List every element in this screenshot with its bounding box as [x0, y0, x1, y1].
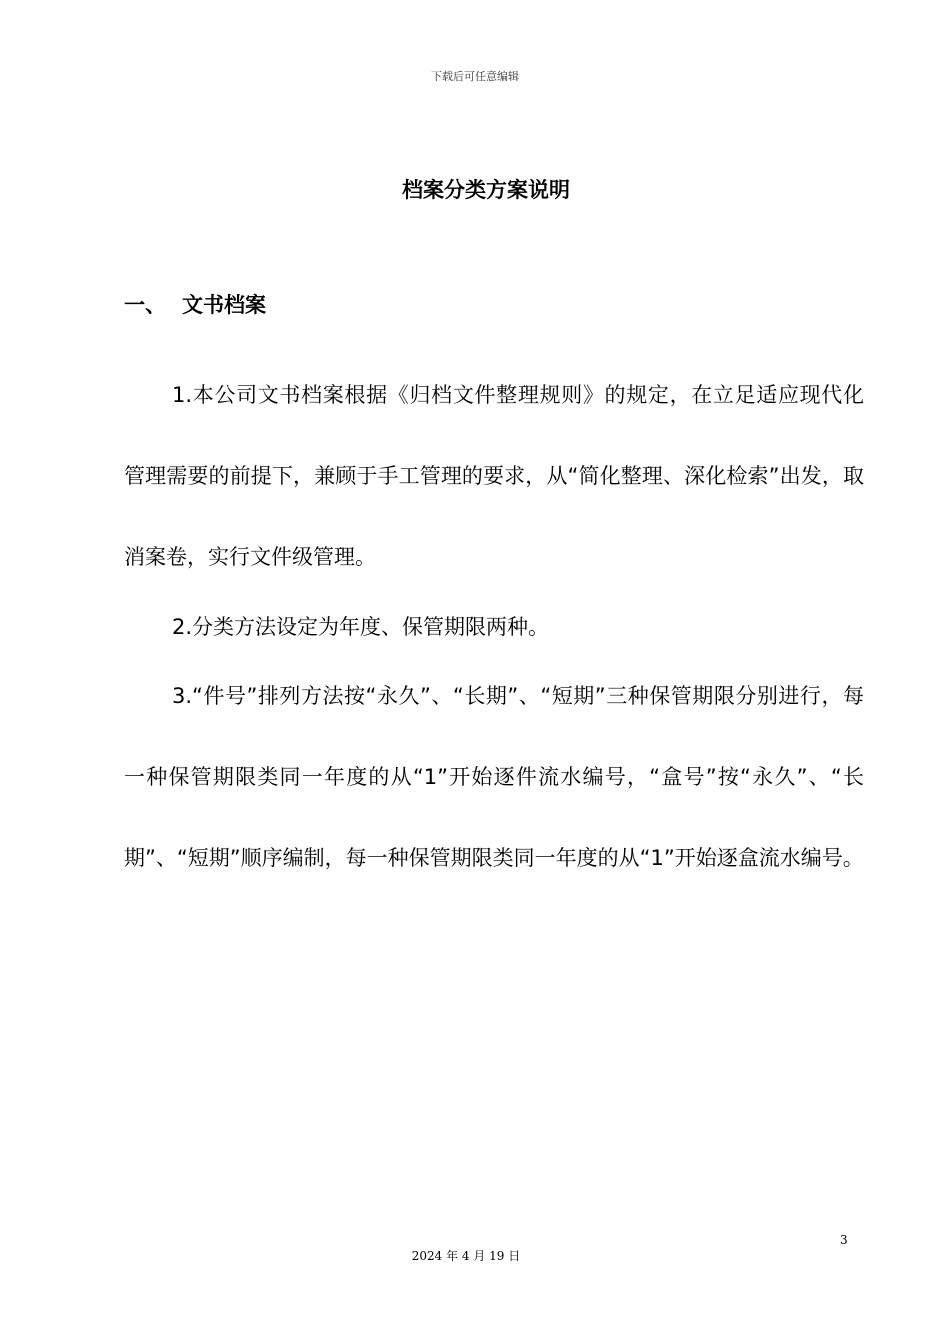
paragraph-1: 1.本公司文书档案根据《归档文件整理规则》的规定，在立足适应现代化管理需要的前提下，兼顾于手工管理的要求，从“简化整理、深化检索”出发，取消案卷，实行文件级管理。 — [124, 383, 864, 569]
header-note: 下载后可任意编辑 — [431, 70, 519, 83]
document-title: 档案分类方案说明 — [402, 178, 570, 202]
page-number: 3 — [840, 1233, 848, 1247]
section-title: 文书档案 — [182, 293, 266, 317]
footer-date: 2024 年 4 月 19 日 — [411, 1249, 521, 1263]
section-number: 一、 — [124, 293, 166, 317]
section-heading — [124, 289, 266, 319]
paragraph-3: 3.“件号”排列方法按“永久”、“长期”、“短期”三种保管期限分别进行，每一种保管期限类同一年度的从“1”开始逐件流水编号，“盒号”按“永久”、“长期”、“短期”顺序编制，每一种保管期限类同一年度的从“1”开始逐盒流水编号。 — [124, 684, 864, 870]
paragraph-2: 2.分类方法设定为年度、保管期限两种。 — [172, 615, 550, 639]
